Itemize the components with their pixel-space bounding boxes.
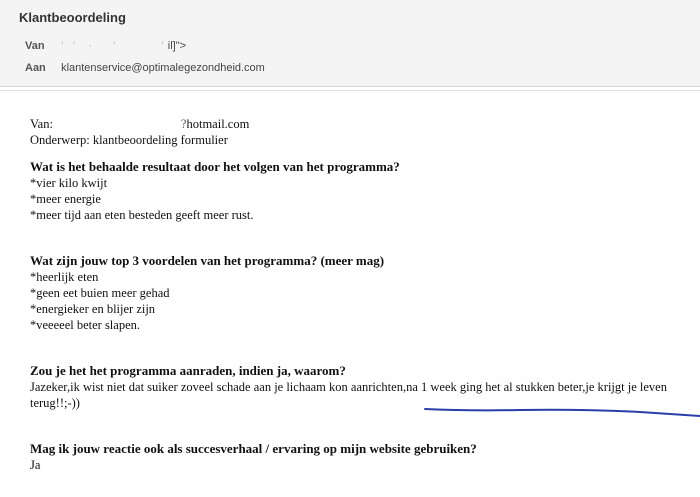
- answer-3-part-2: na 1 week ging het al stukken beter,je krijgt je leven: [406, 380, 667, 394]
- answer-1-item: *meer tijd aan eten besteden geeft meer rust.: [30, 208, 254, 222]
- from-row: [25, 40, 186, 52]
- email-subject: Klantbeoordeling: [19, 10, 126, 25]
- message-body: [30, 116, 700, 473]
- answer-2-item: *energieker en blijer zijn: [30, 302, 156, 316]
- answer-2-item: *heerlijk eten: [30, 270, 99, 284]
- onderwerp-line: Onderwerp: klantbeoordeling formulier: [30, 133, 228, 147]
- van-line: [30, 116, 700, 132]
- answer-3-part-1: Jazeker,ik wist niet dat suiker zoveel schade aan je lichaam kon aanrichten,: [30, 380, 407, 394]
- from-redacted: ‘ ’ · ‘ ’: [61, 40, 165, 52]
- answer-3-line-1: [30, 379, 700, 395]
- header-divider: [0, 90, 700, 91]
- to-label: Aan: [25, 62, 46, 74]
- to-value[interactable]: klantenservice@optimalegezondheid.com: [61, 62, 265, 74]
- answer-4: Ja: [30, 458, 41, 472]
- van-label: Van:: [30, 117, 53, 131]
- answer-2-item: *geen eet buien meer gehad: [30, 286, 170, 300]
- question-3: Zou je het het programma aanraden, indien ja, waarom?: [30, 363, 346, 378]
- from-value[interactable]: il]">: [167, 40, 187, 52]
- question-2: Wat zijn jouw top 3 voordelen van het programma? (meer mag): [30, 253, 385, 268]
- answer-3-line-2: terug!!;-)): [30, 396, 80, 410]
- email-header: [0, 0, 700, 87]
- answer-2-item: *veeeeel beter slapen.: [30, 318, 141, 332]
- van-email: hotmail.com: [186, 117, 250, 131]
- from-label: Van: [25, 40, 45, 52]
- question-4: Mag ik jouw reactie ook als succesverhaal / ervaring op mijn website gebruiken?: [30, 441, 477, 456]
- to-row: [25, 62, 265, 74]
- partial-at-sign: ?: [180, 117, 187, 131]
- answer-1-item: *meer energie: [30, 192, 101, 206]
- answer-1-item: *vier kilo kwijt: [30, 176, 108, 190]
- question-1: Wat is het behaalde resultaat door het volgen van het programma?: [30, 159, 400, 174]
